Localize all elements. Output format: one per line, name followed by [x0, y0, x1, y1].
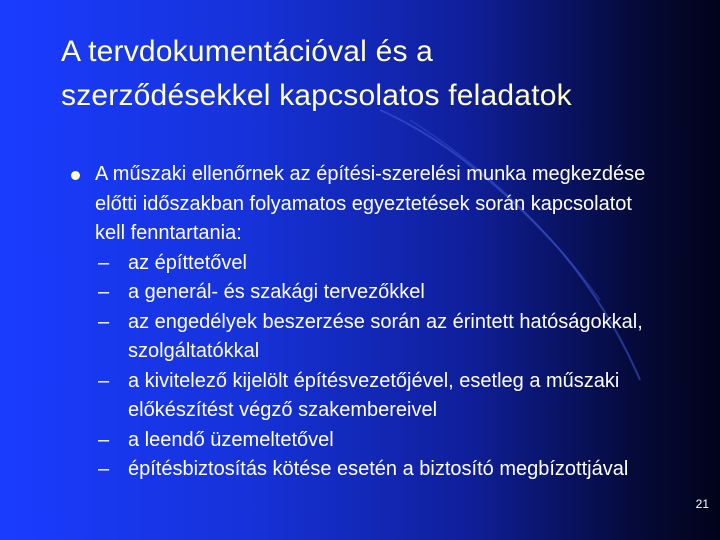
sub-bullet-item	[70, 426, 660, 456]
sub-bullet-item	[70, 308, 660, 367]
sub-bullet-text: a generál- és szakági tervezőkkel	[128, 281, 425, 303]
sub-bullet-item	[70, 455, 660, 485]
slide-title: A tervdokumentációval és a szerződésekkel kapcsolatos feladatok	[61, 35, 572, 112]
sub-bullet-text: a leendő üzemeltetővel	[128, 428, 334, 451]
slide-content	[70, 160, 660, 485]
sub-bullet-item	[70, 278, 660, 308]
dash-marker: –	[98, 458, 110, 480]
main-bullet	[70, 160, 660, 249]
sub-bullet-item	[70, 249, 660, 279]
sub-bullet-text: az építtetővel	[128, 251, 247, 274]
sub-bullet-text: a kivitelező kijelölt építésvezetőjével, esetleg a műszaki előkészítést végző szakembereivel	[128, 369, 620, 421]
sub-bullet-text: az engedélyek beszerzése során az érintett hatóságokkal, szolgáltatókkal	[128, 310, 643, 362]
sub-bullet-item	[70, 367, 660, 426]
bullet-dot-icon	[71, 171, 80, 180]
sub-bullet-text: építésbiztosítás kötése esetén a biztosító megbízottjával	[128, 458, 629, 480]
dash-marker: –	[98, 310, 110, 333]
main-bullet-text: A műszaki ellenőrnek az építési-szerelési munka megkezdése előtti időszakban folyamatos egyeztetések során kapcsolatot kell fenntartania:	[95, 163, 646, 244]
dash-marker: –	[98, 251, 110, 274]
page-number: 21	[695, 497, 709, 511]
dash-marker: –	[98, 281, 110, 303]
dash-marker: –	[98, 428, 110, 451]
sub-bullet-list	[70, 249, 660, 485]
dash-marker: –	[98, 369, 110, 392]
